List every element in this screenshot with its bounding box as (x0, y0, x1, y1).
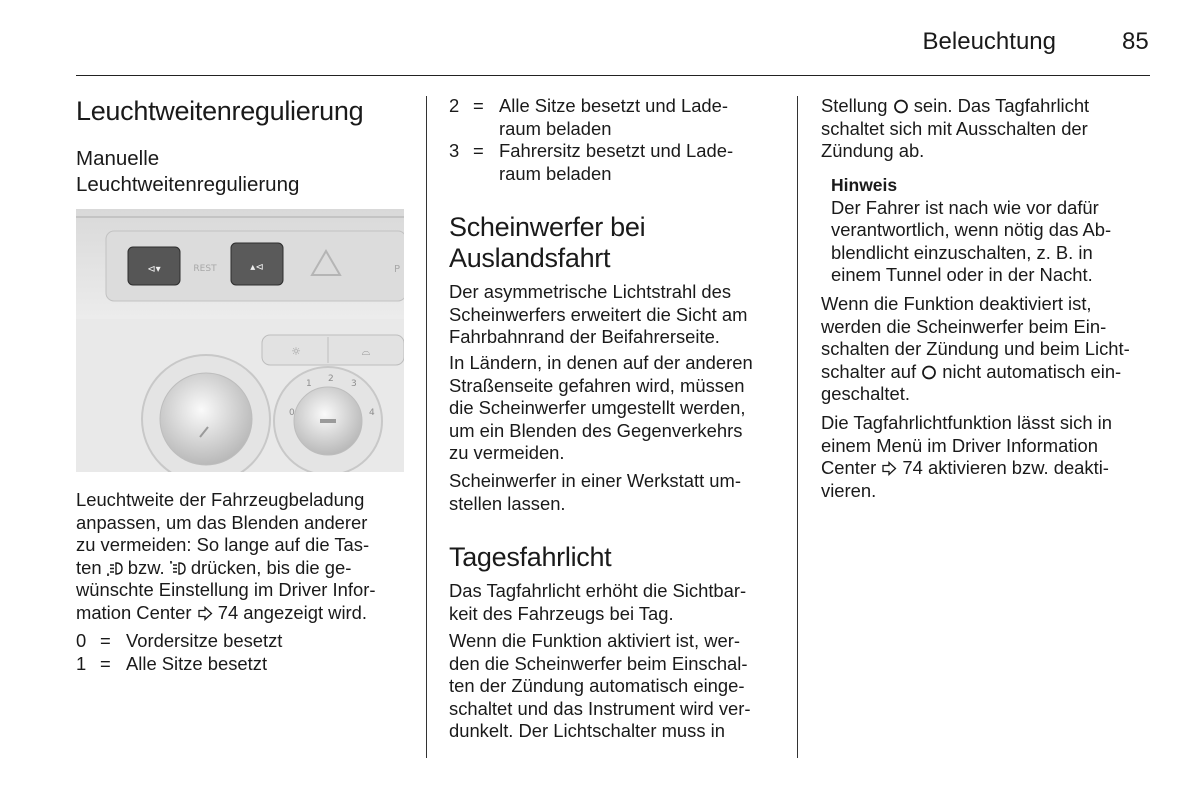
text-line: Straßenseite gefahren wird, müssen (449, 374, 745, 396)
subsection-heading (76, 146, 406, 197)
body-paragraph (449, 630, 789, 743)
svg-text:▴⊲: ▴⊲ (250, 262, 264, 273)
dashboard-photo (76, 209, 404, 472)
list-item (449, 140, 779, 185)
text-line: Scheinwerfers erweitert die Sicht am (449, 303, 748, 325)
text-span: bzw. (122, 556, 170, 578)
text-line: zu vermeiden: So lange auf die Tas- (76, 534, 370, 556)
text-line (821, 457, 1161, 480)
header-rule (76, 75, 1150, 76)
text-line: einem Menü im Driver Information (821, 434, 1098, 456)
text-line: Zündung ab. (821, 140, 925, 162)
subheading-line: Leuchtweitenregulierung (76, 172, 300, 196)
text-span: ten (76, 556, 107, 578)
text-line: Die Tagfahrlichtfunktion lässt sich in (821, 412, 1112, 433)
section-heading (449, 212, 784, 274)
list-number: 3 (449, 140, 460, 162)
page-number: 85 (1122, 28, 1149, 55)
text-line: keit des Fahrzeugs bei Tag. (449, 602, 674, 624)
list-item (449, 95, 779, 140)
text-line: Wenn die Funktion deaktiviert ist, (821, 293, 1092, 314)
list-number: 1 (76, 652, 87, 674)
text-line: dunkelt. Der Lichtschalter muss in (449, 720, 725, 742)
text-span: nicht automatisch ein- (937, 360, 1122, 382)
dashboard-illustration (76, 209, 404, 472)
text-line: Der Fahrer ist nach wie vor dafür (831, 196, 1099, 218)
list-item (76, 653, 406, 676)
text-span: 74 aktivieren bzw. deakti- (897, 457, 1109, 479)
heading-line: Auslandsfahrt (449, 243, 611, 273)
svg-text:4: 4 (369, 408, 375, 418)
text-line: verantwortlich, wenn nötig das Ab- (831, 219, 1112, 241)
body-paragraph (821, 95, 1161, 163)
column-divider-1 (426, 96, 427, 758)
body-paragraph (449, 470, 789, 515)
list-equals: = (100, 630, 111, 651)
body-paragraph (76, 489, 416, 625)
text-line (76, 557, 416, 580)
list-number: 0 (76, 630, 87, 651)
text-line: zu vermeiden. (449, 442, 565, 464)
running-header-title: Beleuchtung (922, 28, 1056, 55)
text-line: einem Tunnel oder in der Nacht. (831, 264, 1093, 286)
text-line: den die Scheinwerfer beim Einschal- (449, 652, 748, 674)
text-line: anpassen, um das Blenden anderer (76, 511, 368, 533)
body-paragraph (821, 412, 1161, 502)
subheading-line: Manuelle (76, 147, 160, 170)
section-heading: Tagesfahrlicht (449, 542, 612, 572)
circle-off-position-icon (893, 99, 909, 114)
text-line: In Ländern, in denen auf der anderen (449, 352, 753, 373)
text-span: schalter auf (821, 360, 922, 382)
rest-label: REST (193, 264, 217, 274)
list-text: Alle Sitze besetzt und Lade- (499, 95, 729, 116)
body-paragraph (449, 281, 789, 349)
list-equals: = (473, 140, 484, 162)
body-paragraph (449, 580, 789, 625)
note-title: Hinweis (831, 175, 898, 195)
section-heading: Leuchtweitenregulierung (76, 96, 364, 126)
text-line: schalten der Zündung und beim Licht- (821, 338, 1130, 360)
note-body (831, 197, 1161, 287)
text-span: mation Center (76, 601, 197, 623)
text-line: die Scheinwerfer umgestellt werden, (449, 397, 746, 419)
text-span: Stellung (821, 95, 893, 116)
svg-text:1: 1 (306, 379, 312, 389)
text-line: schaltet sich mit Ausschalten der (821, 117, 1088, 139)
headlamp-range-up-icon (170, 561, 186, 576)
text-line: um ein Blenden des Gegenverkehrs (449, 419, 743, 441)
svg-text:2: 2 (328, 374, 334, 384)
svg-text:☼: ☼ (291, 345, 301, 358)
svg-text:0: 0 (289, 408, 295, 418)
text-line: geschaltet. (821, 383, 910, 405)
load-setting-list-continued (449, 95, 779, 185)
page-reference-arrow-icon (197, 606, 213, 621)
text-span: drücken, bis die ge- (185, 556, 352, 578)
note-box (821, 174, 1161, 287)
text-line: stellen lassen. (449, 492, 566, 514)
text-line (821, 361, 1161, 384)
list-text: Vordersitze besetzt (126, 630, 283, 651)
body-paragraph (821, 293, 1161, 406)
text-line: wünschte Einstellung im Driver Infor- (76, 579, 376, 601)
list-text: raum beladen (499, 162, 612, 184)
text-line: Wenn die Funktion aktiviert ist, wer- (449, 630, 740, 651)
text-line: Leuchtweite der Fahrzeugbeladung (76, 489, 365, 510)
heading-line: Scheinwerfer bei (449, 212, 646, 242)
load-setting-list (76, 630, 406, 675)
text-line: Scheinwerfer in einer Werkstatt um- (449, 470, 741, 491)
column-divider-2 (797, 96, 798, 758)
list-text: raum beladen (499, 117, 612, 139)
text-line: Der asymmetrische Lichtstrahl des (449, 281, 732, 302)
svg-text:3: 3 (351, 379, 357, 389)
text-line: vieren. (821, 479, 877, 501)
body-paragraph (449, 352, 789, 465)
text-span: 74 angezeigt wird. (212, 601, 367, 623)
list-text: Fahrersitz besetzt und Lade- (499, 140, 734, 162)
text-line: Das Tagfahrlicht erhöht die Sichtbar- (449, 580, 747, 601)
text-line (821, 95, 1161, 118)
text-line: blendlicht einzuschalten, z. B. in (831, 241, 1093, 263)
p-label: P (393, 264, 401, 275)
svg-text:⊲▾: ⊲▾ (147, 264, 161, 275)
page-reference-arrow-icon (881, 461, 897, 476)
svg-text:⌓: ⌓ (361, 345, 371, 358)
list-equals: = (473, 95, 484, 116)
circle-off-position-icon (921, 365, 937, 380)
list-equals: = (100, 652, 111, 674)
list-number: 2 (449, 95, 460, 116)
text-span: Center (821, 457, 882, 479)
text-line: Fahrbahnrand der Beifahrerseite. (449, 326, 720, 348)
headlamp-range-down-icon (107, 561, 123, 576)
text-line: ten der Zündung automatisch einge- (449, 675, 745, 697)
list-text: Alle Sitze besetzt (126, 652, 268, 674)
text-span: sein. Das Tagfahrlicht (908, 95, 1090, 116)
text-line: werden die Scheinwerfer beim Ein- (821, 315, 1107, 337)
text-line: schaltet und das Instrument wird ver- (449, 697, 751, 719)
list-item (76, 630, 406, 653)
text-line (76, 602, 416, 625)
